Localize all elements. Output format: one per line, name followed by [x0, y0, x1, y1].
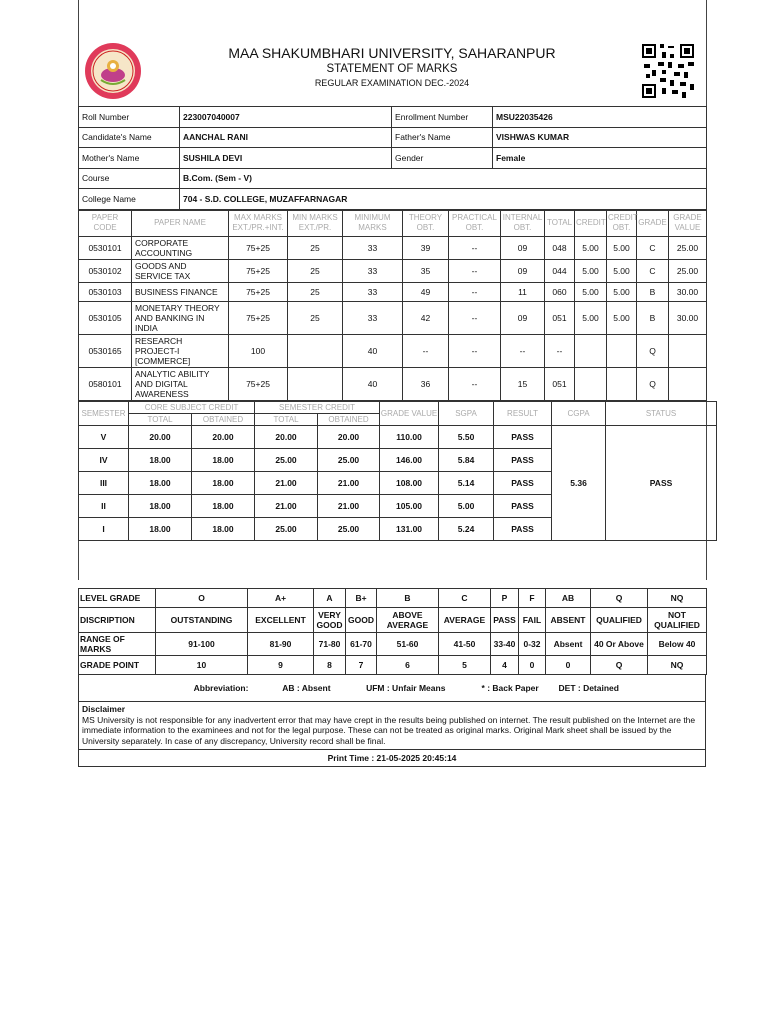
- marks-cell: --: [545, 334, 575, 367]
- grade-row: [79, 589, 707, 608]
- grade-cell: 7: [346, 656, 377, 675]
- abbreviation-label: Abbreviation:: [193, 683, 249, 693]
- grade-row-label: DISCRIPTION: [79, 608, 156, 633]
- semester-cell: PASS: [494, 448, 552, 471]
- semester-cell: 5.24: [439, 517, 494, 540]
- semester-cell: IV: [79, 448, 129, 471]
- sgpa-header: SGPA: [439, 401, 494, 425]
- semester-cell: PASS: [494, 471, 552, 494]
- grade-cell: 0-32: [519, 633, 546, 656]
- abbr-detained: DET : Detained: [558, 683, 619, 693]
- marks-column-header: CREDIT OBT.: [607, 210, 637, 236]
- marks-cell: 15: [501, 367, 545, 400]
- status-header: STATUS: [606, 401, 717, 425]
- info-row: [79, 107, 707, 128]
- semester-cell: 20.00: [318, 425, 380, 448]
- grade-cell: NOT QUALIFIED: [648, 608, 707, 633]
- semester-row: [79, 425, 717, 448]
- father-name: VISHWAS KUMAR: [493, 127, 707, 148]
- sem-obtained-header: OBTAINED: [318, 413, 380, 425]
- gender-value: Female: [493, 148, 707, 169]
- grade-cell: Absent: [546, 633, 591, 656]
- grade-cell: F: [519, 589, 546, 608]
- marks-cell: 75+25: [229, 236, 288, 259]
- marks-cell: 5.00: [575, 301, 607, 334]
- semester-cell: 18.00: [129, 494, 192, 517]
- marks-cell: 40: [343, 334, 403, 367]
- grade-cell: VERY GOOD: [314, 608, 346, 633]
- roll-label: Roll Number: [79, 107, 180, 128]
- marks-cell: --: [449, 282, 501, 301]
- marks-cell: 051: [545, 367, 575, 400]
- marks-cell: 5.00: [607, 282, 637, 301]
- marks-cell: 044: [545, 259, 575, 282]
- semester-cell: 21.00: [255, 471, 318, 494]
- grade-cell: B: [377, 589, 439, 608]
- semester-header: SEMESTER: [79, 401, 129, 425]
- marks-cell: [669, 334, 707, 367]
- semester-cell: III: [79, 471, 129, 494]
- marks-row: [79, 334, 707, 367]
- paper-name-cell: ANALYTIC ABILITY AND DIGITAL AWARENESS: [132, 367, 229, 400]
- marks-cell: 25.00: [669, 259, 707, 282]
- course-label: Course: [79, 168, 180, 189]
- marks-column-header: PAPER NAME: [132, 210, 229, 236]
- disclaimer-title: Disclaimer: [82, 704, 125, 714]
- semester-cell: 5.50: [439, 425, 494, 448]
- marks-cell: Q: [637, 367, 669, 400]
- marks-cell: 0530101: [79, 236, 132, 259]
- mother-name: SUSHILA DEVI: [180, 148, 392, 169]
- semester-cell: 21.00: [318, 471, 380, 494]
- semester-cell: V: [79, 425, 129, 448]
- marks-cell: --: [449, 236, 501, 259]
- marks-row: [79, 367, 707, 400]
- marks-cell: 11: [501, 282, 545, 301]
- marks-cell: B: [637, 301, 669, 334]
- grade-cell: 41-50: [439, 633, 491, 656]
- marks-cell: --: [449, 367, 501, 400]
- paper-name-cell: MONETARY THEORY AND BANKING IN INDIA: [132, 301, 229, 334]
- marks-cell: [575, 334, 607, 367]
- marks-cell: 30.00: [669, 282, 707, 301]
- marks-cell: 09: [501, 259, 545, 282]
- semester-cell: 18.00: [192, 517, 255, 540]
- marks-cell: 75+25: [229, 301, 288, 334]
- marks-cell: [288, 367, 343, 400]
- marks-column-header: MAX MARKS EXT./PR.+INT.: [229, 210, 288, 236]
- marks-cell: --: [449, 334, 501, 367]
- marks-cell: 33: [343, 259, 403, 282]
- semester-table: [78, 401, 717, 541]
- abbr-back-paper: * : Back Paper: [481, 683, 539, 693]
- grade-row-label: RANGE OF MARKS: [79, 633, 156, 656]
- marks-cell: 25: [288, 301, 343, 334]
- grade-cell: OUTSTANDING: [156, 608, 248, 633]
- grade-cell: ABOVE AVERAGE: [377, 608, 439, 633]
- result-header: RESULT: [494, 401, 552, 425]
- semester-cell: 5.00: [439, 494, 494, 517]
- marks-cell: --: [501, 334, 545, 367]
- semester-cell: 146.00: [380, 448, 439, 471]
- grade-cell: 5: [439, 656, 491, 675]
- marks-cell: 5.00: [607, 301, 637, 334]
- grade-cell: Q: [591, 656, 648, 675]
- abbreviation-table: [78, 675, 706, 702]
- semester-cell: I: [79, 517, 129, 540]
- candidate-info-table: [78, 106, 707, 210]
- marks-cell: [288, 334, 343, 367]
- semester-cell: 18.00: [129, 517, 192, 540]
- status-value: PASS: [606, 425, 717, 540]
- grade-cell: Below 40: [648, 633, 707, 656]
- grade-cell: P: [491, 589, 519, 608]
- marks-cell: C: [637, 259, 669, 282]
- semester-cell: 25.00: [255, 448, 318, 471]
- marks-cell: [575, 367, 607, 400]
- grade-row: [79, 656, 707, 675]
- grade-cell: 91-100: [156, 633, 248, 656]
- marks-cell: --: [449, 301, 501, 334]
- marks-cell: --: [403, 334, 449, 367]
- marksheet: [78, 40, 706, 541]
- marks-cell: [669, 367, 707, 400]
- disclaimer-text: MS University is not responsible for any inadvertent error that may have crept in the results being published on internet. The result published on the Internet are the immediate information to the examinees and not for the legal purpose. These can not be treated as original marks. Original Mark sheet shall be issued by the University separately. In case of any discrepancy, University record shall be final.: [82, 714, 696, 746]
- marks-cell: C: [637, 236, 669, 259]
- semester-cell: 105.00: [380, 494, 439, 517]
- info-row: [79, 189, 707, 210]
- marks-cell: 25: [288, 236, 343, 259]
- semester-cell: 5.84: [439, 448, 494, 471]
- abbr-unfair-means: UFM : Unfair Means: [366, 683, 446, 693]
- semester-cell: 25.00: [255, 517, 318, 540]
- info-row: [79, 168, 707, 189]
- grade-cell: AVERAGE: [439, 608, 491, 633]
- grade-cell: Q: [591, 589, 648, 608]
- semester-cell: II: [79, 494, 129, 517]
- marks-cell: 09: [501, 236, 545, 259]
- semester-cell: 18.00: [129, 448, 192, 471]
- statement-title: STATEMENT OF MARKS: [326, 63, 458, 75]
- semester-cell: 20.00: [129, 425, 192, 448]
- marks-cell: [607, 367, 637, 400]
- semester-cell: 20.00: [255, 425, 318, 448]
- semester-cell: PASS: [494, 517, 552, 540]
- grade-cell: NQ: [648, 589, 707, 608]
- name-label: Candidate's Name: [79, 127, 180, 148]
- paper-name-cell: RESEARCH PROJECT-I [COMMERCE]: [132, 334, 229, 367]
- grade-cell: PASS: [491, 608, 519, 633]
- grade-cell: QUALIFIED: [591, 608, 648, 633]
- marks-cell: 75+25: [229, 259, 288, 282]
- marks-cell: 75+25: [229, 282, 288, 301]
- grade-cell: A: [314, 589, 346, 608]
- paper-name-cell: BUSINESS FINANCE: [132, 282, 229, 301]
- grade-cell: 4: [491, 656, 519, 675]
- marks-cell: 33: [343, 282, 403, 301]
- college-label: College Name: [79, 189, 180, 210]
- core-obtained-header: OBTAINED: [192, 413, 255, 425]
- grade-cell: GOOD: [346, 608, 377, 633]
- course-value: B.Com. (Sem - V): [180, 168, 707, 189]
- semester-cell: PASS: [494, 425, 552, 448]
- university-name: MAA SHAKUMBHARI UNIVERSITY, SAHARANPUR: [228, 45, 556, 61]
- marks-column-header: CREDIT: [575, 210, 607, 236]
- grade-cell: 33-40: [491, 633, 519, 656]
- roll-number: 223007040007: [180, 107, 392, 128]
- grade-row-label: GRADE POINT: [79, 656, 156, 675]
- marks-column-header: MIN MARKS EXT./PR.: [288, 210, 343, 236]
- disclaimer: [78, 702, 706, 750]
- grade-cell: O: [156, 589, 248, 608]
- abbreviation-row: [79, 675, 706, 702]
- marks-cell: 5.00: [575, 236, 607, 259]
- marks-cell: 0530105: [79, 301, 132, 334]
- semester-cell: PASS: [494, 494, 552, 517]
- grade-row: [79, 633, 707, 656]
- print-time: Print Time : 21-05-2025 20:45:14: [78, 750, 706, 767]
- semester-cell: 25.00: [318, 448, 380, 471]
- marks-column-header: GRADE VALUE: [669, 210, 707, 236]
- marks-cell: 33: [343, 236, 403, 259]
- grade-scale-table: [78, 588, 707, 675]
- grade-legend: [78, 588, 706, 767]
- grade-cell: AB: [546, 589, 591, 608]
- marks-cell: 39: [403, 236, 449, 259]
- marks-header-row: [79, 210, 707, 236]
- semester-cell: 131.00: [380, 517, 439, 540]
- cgpa-value: 5.36: [552, 425, 606, 540]
- paper-name-cell: CORPORATE ACCOUNTING: [132, 236, 229, 259]
- semester-cell: 5.14: [439, 471, 494, 494]
- marks-cell: 0580101: [79, 367, 132, 400]
- marks-row: [79, 236, 707, 259]
- grade-cell: B+: [346, 589, 377, 608]
- marks-cell: --: [449, 259, 501, 282]
- marks-row: [79, 282, 707, 301]
- marks-cell: 30.00: [669, 301, 707, 334]
- grade-value-header: GRADE VALUE: [380, 401, 439, 425]
- marks-cell: 25: [288, 259, 343, 282]
- abbr-absent: AB : Absent: [282, 683, 331, 693]
- cgpa-header: CGPA: [552, 401, 606, 425]
- grade-cell: A+: [248, 589, 314, 608]
- semester-cell: 18.00: [192, 448, 255, 471]
- marks-column-header: PAPER CODE: [79, 210, 132, 236]
- marks-cell: [607, 334, 637, 367]
- grade-cell: 10: [156, 656, 248, 675]
- info-row: [79, 148, 707, 169]
- grade-cell: 51-60: [377, 633, 439, 656]
- marks-row: [79, 301, 707, 334]
- marks-cell: 048: [545, 236, 575, 259]
- qr-code-icon: [640, 42, 696, 100]
- marks-cell: 35: [403, 259, 449, 282]
- core-total-header: TOTAL: [129, 413, 192, 425]
- grade-row: [79, 608, 707, 633]
- marks-column-header: INTERNAL OBT.: [501, 210, 545, 236]
- marks-cell: 5.00: [607, 236, 637, 259]
- grade-cell: 40 Or Above: [591, 633, 648, 656]
- marks-cell: 42: [403, 301, 449, 334]
- grade-cell: 0: [519, 656, 546, 675]
- semester-cell: 25.00: [318, 517, 380, 540]
- grade-cell: 8: [314, 656, 346, 675]
- marks-cell: 09: [501, 301, 545, 334]
- semester-cell: 21.00: [255, 494, 318, 517]
- marks-table: [78, 210, 707, 401]
- marks-column-header: THEORY OBT.: [403, 210, 449, 236]
- marks-cell: 5.00: [575, 282, 607, 301]
- semester-cell: 110.00: [380, 425, 439, 448]
- grade-cell: 0: [546, 656, 591, 675]
- grade-cell: C: [439, 589, 491, 608]
- marks-cell: 0530103: [79, 282, 132, 301]
- grade-cell: FAIL: [519, 608, 546, 633]
- marks-column-header: GRADE: [637, 210, 669, 236]
- info-row: [79, 127, 707, 148]
- father-label: Father's Name: [392, 127, 493, 148]
- marks-column-header: PRACTICAL OBT.: [449, 210, 501, 236]
- marks-cell: 5.00: [607, 259, 637, 282]
- marks-cell: 25: [288, 282, 343, 301]
- semester-cell: 108.00: [380, 471, 439, 494]
- marks-cell: Q: [637, 334, 669, 367]
- semester-cell: 20.00: [192, 425, 255, 448]
- sem-total-header: TOTAL: [255, 413, 318, 425]
- header: [78, 40, 706, 106]
- grade-cell: 81-90: [248, 633, 314, 656]
- marks-row: [79, 259, 707, 282]
- mother-label: Mother's Name: [79, 148, 180, 169]
- grade-row-label: LEVEL GRADE: [79, 589, 156, 608]
- gender-label: Gender: [392, 148, 493, 169]
- core-credit-header: CORE SUBJECT CREDIT: [129, 401, 255, 413]
- grade-cell: 9: [248, 656, 314, 675]
- college-value: 704 - S.D. COLLEGE, MUZAFFARNAGAR: [180, 189, 707, 210]
- semester-cell: 18.00: [192, 494, 255, 517]
- marks-cell: 051: [545, 301, 575, 334]
- grade-cell: EXCELLENT: [248, 608, 314, 633]
- marks-column-header: MINIMUM MARKS: [343, 210, 403, 236]
- enrollment-number: MSU22035426: [493, 107, 707, 128]
- marks-cell: 75+25: [229, 367, 288, 400]
- marks-cell: 100: [229, 334, 288, 367]
- candidate-name: AANCHAL RANI: [180, 127, 392, 148]
- exam-title: REGULAR EXAMINATION DEC.-2024: [314, 78, 470, 88]
- enroll-label: Enrollment Number: [392, 107, 493, 128]
- grade-cell: 6: [377, 656, 439, 675]
- marks-cell: 0530165: [79, 334, 132, 367]
- semester-cell: 18.00: [129, 471, 192, 494]
- marks-column-header: TOTAL: [545, 210, 575, 236]
- grade-cell: 71-80: [314, 633, 346, 656]
- semester-cell: 18.00: [192, 471, 255, 494]
- semester-credit-header: SEMESTER CREDIT: [255, 401, 380, 413]
- grade-cell: 61-70: [346, 633, 377, 656]
- marks-cell: 40: [343, 367, 403, 400]
- marks-cell: 25.00: [669, 236, 707, 259]
- marks-cell: 49: [403, 282, 449, 301]
- semester-header-row: [79, 401, 717, 413]
- marks-cell: 0530102: [79, 259, 132, 282]
- grade-cell: NQ: [648, 656, 707, 675]
- paper-name-cell: GOODS AND SERVICE TAX: [132, 259, 229, 282]
- grade-cell: ABSENT: [546, 608, 591, 633]
- marks-cell: B: [637, 282, 669, 301]
- marks-cell: 5.00: [575, 259, 607, 282]
- marks-cell: 33: [343, 301, 403, 334]
- marks-cell: 060: [545, 282, 575, 301]
- semester-cell: 21.00: [318, 494, 380, 517]
- marks-cell: 36: [403, 367, 449, 400]
